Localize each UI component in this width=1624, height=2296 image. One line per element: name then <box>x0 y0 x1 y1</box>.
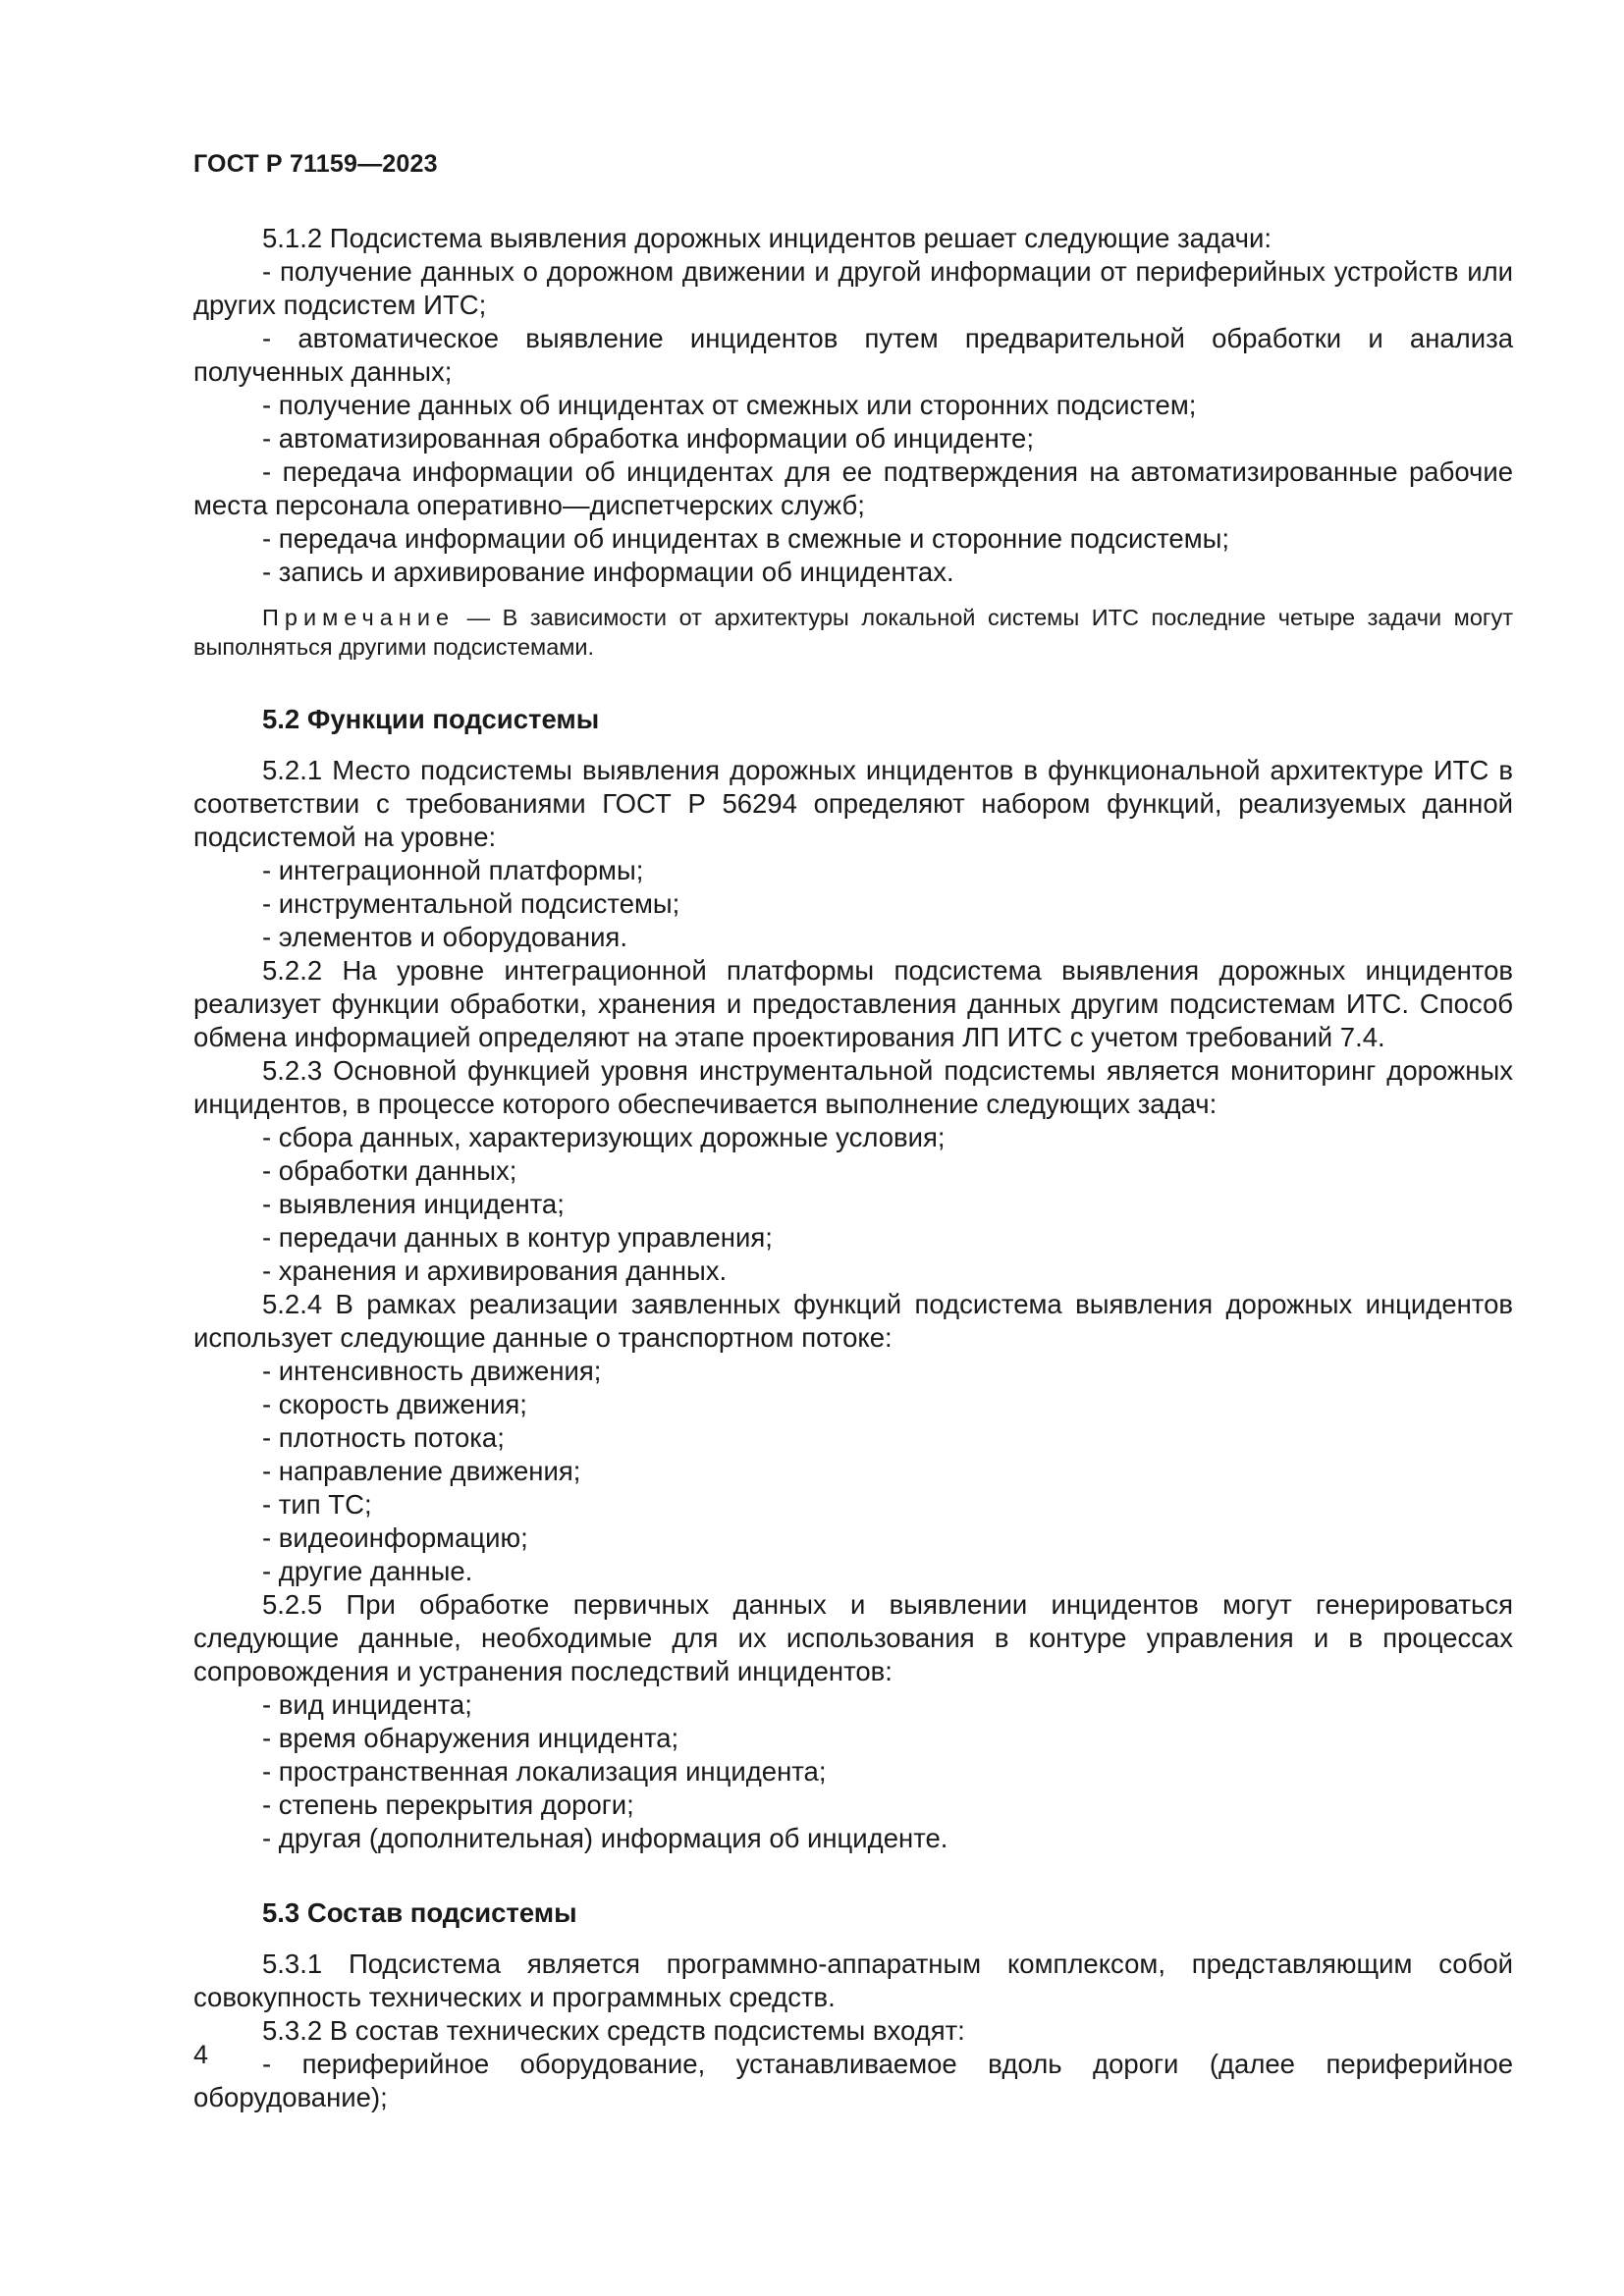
page-number: 4 <box>193 2040 209 2069</box>
list-item: - передачи данных в контур управления; <box>262 1222 773 1253</box>
list-item: - передача информации об инцидентах для ее подтверждения на автоматизированные рабочие места персонала оперативно—диспетчерских служб; <box>193 456 1513 520</box>
paragraph-5-2-4: 5.2.4 В рамках реализации заявленных функций подсистема выявления дорожных инцидентов использует следующие данные о транспортном потоке: <box>193 1289 1513 1353</box>
list-item: - направление движения; <box>262 1456 581 1486</box>
list-item: - запись и архивирование информации об инцидентах. <box>262 557 954 587</box>
list-item: - интенсивность движения; <box>262 1356 602 1386</box>
list-item: - время обнаружения инцидента; <box>262 1723 679 1753</box>
section-heading-5-3: 5.3 Состав подсистемы <box>262 1897 577 1928</box>
list-item: - степень перекрытия дороги; <box>262 1789 634 1820</box>
list-item: - сбора данных, характеризующих дорожные условия; <box>262 1122 946 1152</box>
document-body <box>193 222 1513 2114</box>
list-item: - периферийное оборудование, устанавливаемое вдоль дороги (далее периферийное оборудование); <box>193 2049 1513 2112</box>
paragraph-5-2-5: 5.2.5 При обработке первичных данных и выявлении инцидентов могут генерироваться следующие данные, необходимые для их использования в контуре управления и в процессах сопровождения и устранения последствий инцидентов: <box>193 1589 1513 1686</box>
list-item: - вид инцидента; <box>262 1689 472 1720</box>
list-item: - автоматизированная обработка информации об инциденте; <box>262 423 1034 454</box>
paragraph-5-1-2: 5.1.2 Подсистема выявления дорожных инцидентов решает следующие задачи: <box>262 223 1272 253</box>
list-item: - тип ТС; <box>262 1489 372 1520</box>
list-item: - плотность потока; <box>262 1422 505 1453</box>
list-item: - другие данные. <box>262 1556 473 1586</box>
paragraph-5-2-1: 5.2.1 Место подсистемы выявления дорожных инцидентов в функциональной архитектуре ИТС в соответствии с требованиями ГОСТ Р 56294 определяют набором функций, реализуемых данной подсистемой на уровне: <box>193 755 1513 852</box>
note <box>193 603 1513 662</box>
list-item: - получение данных об инцидентах от смежных или сторонних подсистем; <box>262 390 1197 420</box>
list-item: - обработки данных; <box>262 1155 517 1186</box>
list-item: - видеоинформацию; <box>262 1522 528 1553</box>
paragraph-5-3-2: 5.3.2 В состав технических средств подсистемы входят: <box>262 2015 965 2046</box>
list-item: - элементов и оборудования. <box>262 922 627 952</box>
list-item: - передача информации об инцидентах в смежные и сторонние подсистемы; <box>262 523 1230 554</box>
list-item: - пространственная локализация инцидента; <box>262 1756 827 1787</box>
paragraph-5-2-3: 5.2.3 Основной функцией уровня инструментальной подсистемы является мониторинг дорожных инцидентов, в процессе которого обеспечивается выполнение следующих задач: <box>193 1055 1513 1119</box>
note-label: Примечание <box>262 605 456 630</box>
list-item: - инструментальной подсистемы; <box>262 888 680 919</box>
list-item: - другая (дополнительная) информация об инциденте. <box>262 1823 948 1853</box>
list-item: - интеграционной платформы; <box>262 855 644 885</box>
list-item: - автоматическое выявление инцидентов путем предварительной обработки и анализа полученных данных; <box>193 323 1513 387</box>
document-header: ГОСТ Р 71159—2023 <box>193 150 438 178</box>
list-item: - получение данных о дорожном движении и другой информации от периферийных устройств или других подсистем ИТС; <box>193 256 1513 320</box>
section-heading-5-2: 5.2 Функции подсистемы <box>262 704 600 734</box>
list-item: - хранения и архивирования данных. <box>262 1255 728 1286</box>
note-text: — В зависимости от архитектуры локальной системы ИТС последние четыре задачи могут выполняться другими подсистемами. <box>193 605 1513 660</box>
paragraph-5-2-2: 5.2.2 На уровне интеграционной платформы подсистема выявления дорожных инцидентов реализует функции обработки, хранения и предоставления данных другим подсистемам ИТС. Способ обмена информацией определяют на этапе проектирования ЛП ИТС с учетом требований 7.4. <box>193 955 1513 1052</box>
list-item: - выявления инцидента; <box>262 1189 565 1219</box>
paragraph-5-3-1: 5.3.1 Подсистема является программно-аппаратным комплексом, представляющим собой совокупность технических и программных средств. <box>193 1949 1513 2012</box>
list-item: - скорость движения; <box>262 1389 527 1419</box>
